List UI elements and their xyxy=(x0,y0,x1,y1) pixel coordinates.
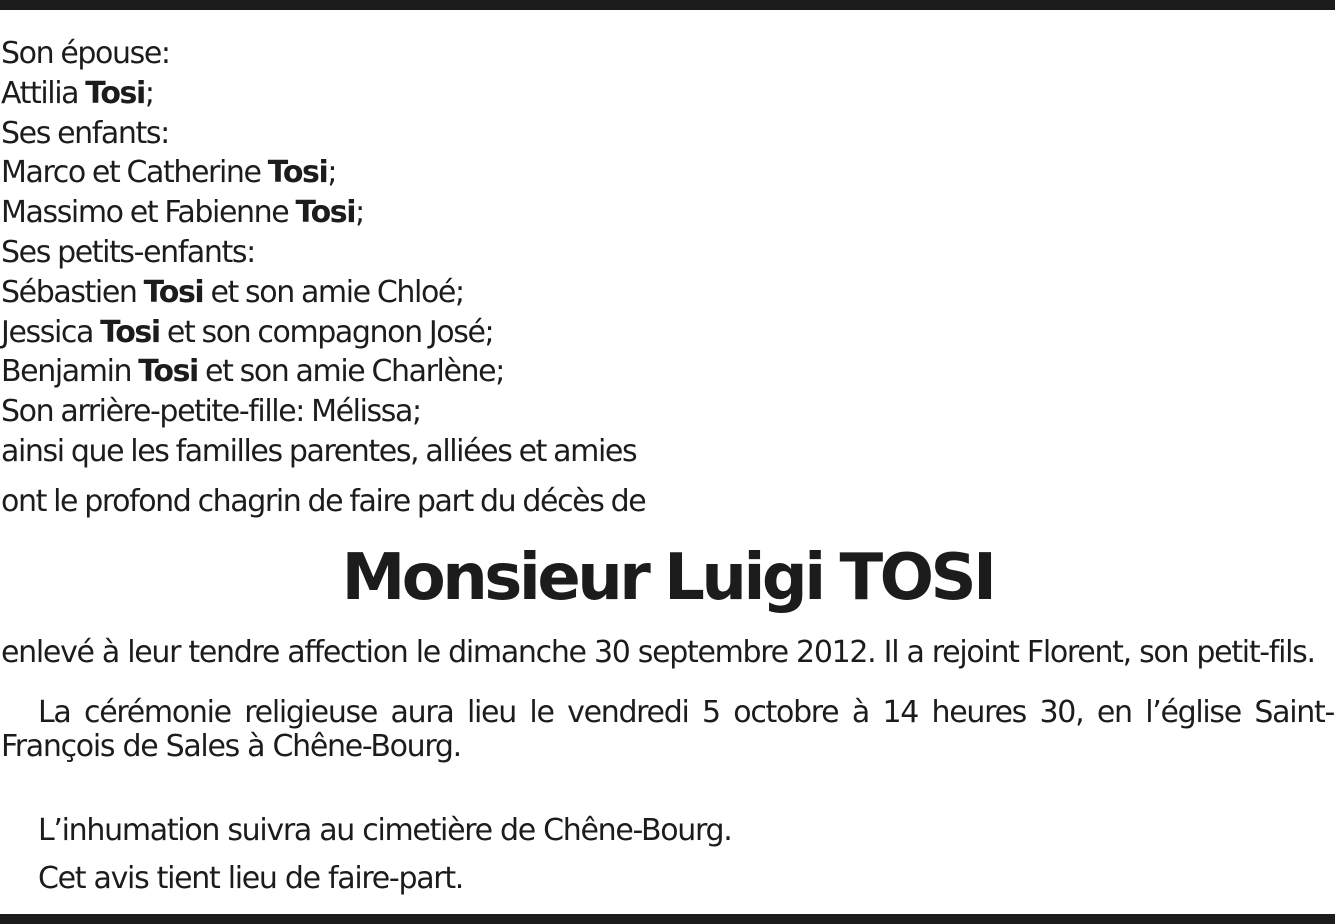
family-line: Ses enfants: xyxy=(1,115,169,151)
family-line: Benjamin Tosi et son amie Charlène; xyxy=(1,354,504,390)
family-line: Jessica Tosi et son compagnon José; xyxy=(1,314,494,350)
family-line: Sébastien Tosi et son amie Chloé; xyxy=(1,274,464,310)
burial-paragraph: L’inhumation suivra au cimetière de Chêne-Bourg. xyxy=(38,813,732,848)
family-line: Son arrière-petite-fille: Mélissa; xyxy=(1,394,421,430)
family-list xyxy=(1,34,901,472)
death-paragraph: enlevé à leur tendre affection le dimanche 30 septembre 2012. Il a rejoint Florent, son petit-fils. xyxy=(1,635,1315,670)
family-line: Son épouse: xyxy=(1,36,170,71)
announcement-intro: ont le profond chagrin de faire part du décès de xyxy=(1,484,646,519)
notice-paragraph: Cet avis tient lieu de faire-part. xyxy=(38,861,464,896)
family-line: Ses petits-enfants: xyxy=(1,234,255,270)
bottom-rule xyxy=(0,914,1335,924)
family-line: ainsi que les familles parentes, alliées et amies xyxy=(1,433,637,469)
family-line: Attilia Tosi; xyxy=(1,75,154,111)
ceremony-paragraph: La cérémonie religieuse aura lieu le vendredi 5 octobre à 14 heures 30, en l’église Saint-François de Sales à Chêne-Bourg. xyxy=(1,695,1334,764)
family-line: Marco et Catherine Tosi; xyxy=(1,155,337,191)
top-rule xyxy=(0,0,1335,10)
family-line: Massimo et Fabienne Tosi; xyxy=(1,195,364,231)
deceased-name: Monsieur Luigi TOSI xyxy=(341,541,994,615)
